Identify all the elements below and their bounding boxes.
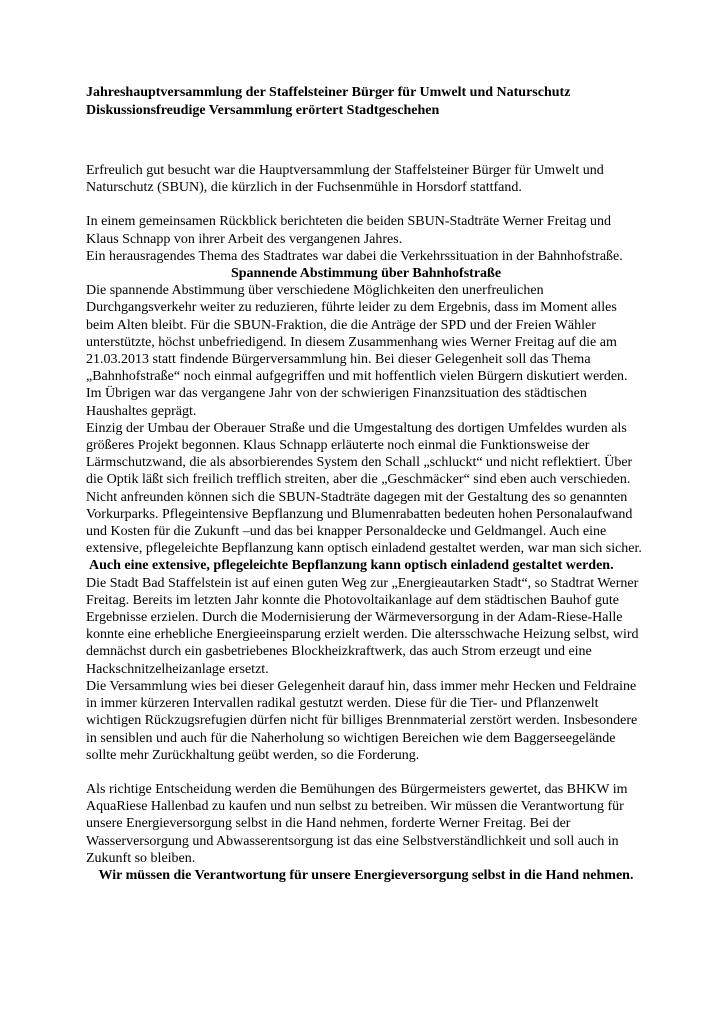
spacer (86, 196, 646, 213)
spacer (86, 764, 646, 781)
article-title: Jahreshauptversammlung der Staffelsteiner Bürger für Umwelt und Naturschutz (86, 85, 571, 100)
document-page (86, 84, 646, 884)
paragraph-intro: Erfreulich gut besucht war die Hauptversammlung der Staffelsteiner Bürger für Umwelt und Naturschutz (SBUN), die kürzlich in der Fuchsenmühle in Horsdorf stattfand. (86, 163, 604, 196)
pullquote-planting: Auch eine extensive, pflegeleichte Bepflanzung kann optisch einladend gestaltet werden. (89, 558, 614, 574)
paragraph-review: In einem gemeinsamen Rückblick berichteten die beiden SBUN-Stadträte Werner Freitag und Klaus Schnapp von ihrer Arbeit des vergangenen Jahres. (86, 214, 612, 247)
paragraph-energy: Die Stadt Bad Staffelstein ist auf einen guten Weg zur „Energieautarken Stadt“, so Stadtrat Werner Freitag. Bereits im letzten Jahr konnte die Photovoltaikanlage auf dem städtischen Bauhof gute Ergebnisse erzielen. Durch die Modernisierung der Wärmeversorgung in der Adam-Riese-Halle konnte eine erhebliche Energieeinsparung erzielt werden. Die altersschwache Heizung selbst, wird demnächst durch ein gasbetriebenes Blockheizkraftwerk, das auch Strom erzeugt und eine Hackschnitzelheizanlage ersetzt. (86, 575, 639, 677)
paragraph-bhkw: Als richtige Entscheidung werden die Bemühungen des Bürgermeisters gewertet, das BHKW im AquaRiese Hallenbad zu kaufen und nun selbst zu betreiben. Wir müssen die Verantwortung für unsere Energieversorgung selbst in die Hand nehmen, forderte Werner Freitag. Bei der Wasserversorgung und Abwasserentsorgung ist das eine Selbstverständlichkeit und soll auch in Zukunft so bleiben. (86, 781, 628, 866)
spacer (86, 120, 646, 162)
paragraph-vorkurpark: Nicht anfreunden können sich die SBUN-Stadträte dagegen mit der Gestaltung des so genannten Vorkurparks. Pflegeintensive Bepflanzung und Blumenrabatten bedeuten hohen Personalaufwand und Kosten für die Zukunft –und das bei knapper Personaldecke und Geldmangel. Auch eine extensive, pflegeleichte Bepflanzung kann optisch einladend gestaltet werden, war man sich sicher. (86, 489, 642, 557)
pullquote-energy: Wir müssen die Verantwortung für unsere Energieversorgung selbst in die Hand nehmen. (98, 867, 634, 883)
paragraph-oberauer: Einzig der Umbau der Oberauer Straße und die Umgestaltung des dortigen Umfeldes wurden als größeres Projekt begonnen. Klaus Schnapp erläuterte noch einmal die Funktionsweise der Lärmschutzwand, die als absorbierendes System den Schall „schluckt“ und nicht reflektiert. Über die Optik läßt sich freilich trefflich streiten, aber die „Geschmäcker“ sind eben auch verschieden. (86, 420, 633, 488)
article-subtitle: Diskussionsfreudige Versammlung erörtert Stadtgeschehen (86, 103, 440, 118)
paragraph-hedges: Die Versammlung wies bei dieser Gelegenheit darauf hin, dass immer mehr Hecken und Feldraine in immer kürzeren Intervallen radikal gestutzt werden. Diese für die Tier- und Pflanzenwelt wichtigen Rückzugsrefugien dürfen nicht für billiges Brennmaterial zerstört werden. Insbesondere in sensiblen und auch für die Naherholung so wichtigen Bereichen wie dem Baggerseegelände sollte mehr Zurückhaltung geübt werden, so die Forderung. (86, 678, 638, 763)
section-heading: Spannende Abstimmung über Bahnhofstraße (230, 266, 502, 282)
paragraph-topic: Ein herausragendes Thema des Stadtrates war dabei die Verkehrssituation in der Bahnhofstraße. (86, 248, 623, 264)
paragraph-finances: Im Übrigen war das vergangene Jahr von der schwierigen Finanzsituation des städtischen Haushaltes geprägt. (86, 386, 587, 419)
paragraph-vote: Die spannende Abstimmung über verschiedene Möglichkeiten den unerfreulichen Durchgangsverkehr weiter zu reduzieren, führte leider zu dem Ergebnis, dass im Moment alles beim Alten bleibt. Für die SBUN-Fraktion, die die Anträge der SPD und der Freien Wähler unterstützte, höchst unbefriedigend. In diesem Zusammenhang wies Werner Freitag auf die am 21.03.2013 statt findende Bürgerversammlung hin. Bei dieser Gelegenheit soll das Thema „Bahnhofstraße“ noch einmal aufgegriffen und mit hoffentlich vielen Bürgern diskutiert werden. (86, 283, 628, 385)
